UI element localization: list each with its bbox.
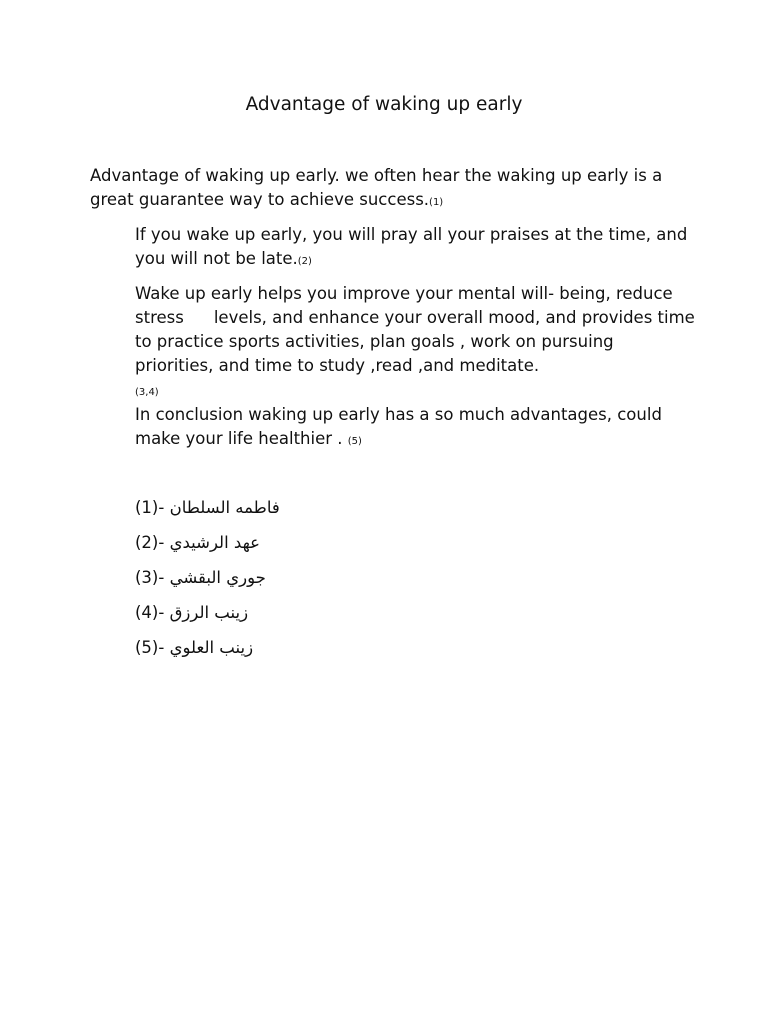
reference-name: جوري البقشي (169, 568, 266, 587)
reference-name: عهد الرشيدي (169, 533, 261, 552)
paragraph-text-continued: levels, and enhance your overall mood, and provides time to practice sports activities, plan goals , work on pursuing priorities, and time to study ,read ,and meditate. (135, 308, 695, 375)
paragraph-text: In conclusion waking up early has a so much advantages, could make your life healthier . (135, 405, 662, 448)
reference-item (135, 496, 535, 531)
reference-item (135, 601, 535, 636)
paragraph-conclusion (135, 403, 695, 454)
reference-name: فاطمه السلطان (169, 498, 280, 517)
reference-item (135, 531, 535, 566)
paragraph-text: If you wake up early, you will pray all your praises at the time, and you will not be late. (135, 225, 688, 268)
reference-item (135, 636, 535, 671)
citation-marker: (5) (347, 436, 362, 447)
paragraph-text: Wake up early helps you improve your mental will- being, reduce stress (135, 284, 673, 327)
reference-name: زينب الرزق (169, 603, 249, 622)
reference-list (135, 496, 535, 671)
citation-marker: (1) (429, 197, 444, 208)
paragraph-intro (90, 164, 690, 215)
paragraph-benefits (135, 282, 695, 405)
reference-name: زينب العلوي (169, 638, 254, 657)
reference-item (135, 566, 535, 601)
citation-marker: (3,4) (135, 387, 159, 398)
paragraph-text: Advantage of waking up early. we often hear the waking up early is a great guarantee way to achieve success. (90, 166, 663, 209)
reference-number: (5)- (135, 638, 165, 657)
document-title: Advantage of waking up early (245, 94, 523, 115)
reference-number: (2)- (135, 533, 165, 552)
citation-marker: (2) (297, 256, 312, 267)
reference-number: (4)- (135, 603, 165, 622)
reference-number: (3)- (135, 568, 165, 587)
reference-number: (1)- (135, 498, 165, 517)
paragraph-prayer (135, 223, 695, 274)
